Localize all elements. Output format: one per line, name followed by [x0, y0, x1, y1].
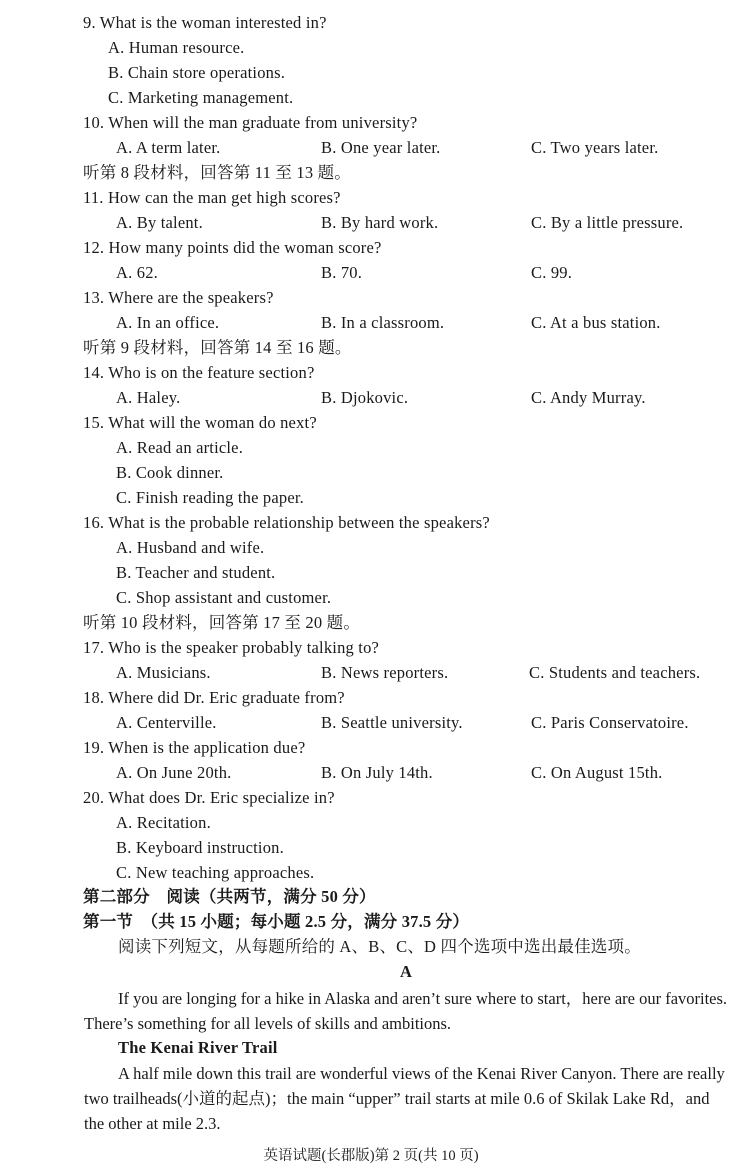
- option-15b: B. Cook dinner.: [116, 463, 224, 482]
- option-12b: B. 70.: [321, 263, 363, 282]
- section-9-instruction: 听第 9 段材料，回答第 14 至 16 题。: [83, 338, 352, 357]
- option-14c: C. Andy Murray.: [531, 388, 646, 407]
- question-15: 15. What will the woman do next?: [83, 413, 317, 432]
- option-17c: C. Students and teachers.: [529, 663, 701, 682]
- option-9c: C. Marketing management.: [108, 88, 294, 107]
- question-19: 19. When is the application due?: [83, 738, 306, 757]
- option-16b: B. Teacher and student.: [116, 563, 276, 582]
- option-11c: C. By a little pressure.: [531, 213, 684, 232]
- part-2-heading: 第二部分 阅读（共两节，满分 50 分）: [83, 887, 376, 906]
- option-12c: C. 99.: [531, 263, 573, 282]
- trail-text: A half mile down this trail are wonderful views of the Kenai River Canyon. There are really two trailheads(小道的起点)；the main “upper” trail starts at mile 0.6 of Skilak Lake Rd，and the other at mile 2.3.: [84, 1064, 725, 1133]
- question-13: 13. Where are the speakers?: [83, 288, 274, 307]
- option-18b: B. Seattle university.: [321, 713, 463, 732]
- option-20a: A. Recitation.: [116, 813, 211, 832]
- question-20: 20. What does Dr. Eric specialize in?: [83, 788, 335, 807]
- option-10b: B. One year later.: [321, 138, 441, 157]
- question-16: 16. What is the probable relationship between the speakers?: [83, 513, 490, 532]
- option-19b: B. On July 14th.: [321, 763, 433, 782]
- option-16c: C. Shop assistant and customer.: [116, 588, 332, 607]
- option-10c: C. Two years later.: [531, 138, 659, 157]
- option-12a: A. 62.: [116, 263, 158, 282]
- option-20c: C. New teaching approaches.: [116, 863, 315, 882]
- trail-title: The Kenai River Trail: [118, 1038, 278, 1057]
- option-18a: A. Centerville.: [116, 713, 217, 732]
- option-11a: A. By talent.: [116, 213, 203, 232]
- option-19a: A. On June 20th.: [116, 763, 232, 782]
- question-14: 14. Who is on the feature section?: [83, 363, 315, 382]
- option-15c: C. Finish reading the paper.: [116, 488, 304, 507]
- option-9a: A. Human resource.: [108, 38, 245, 57]
- section-8-instruction: 听第 8 段材料，回答第 11 至 13 题。: [83, 163, 351, 182]
- passage-intro: If you are longing for a hike in Alaska and aren’t sure where to start，here are our favorites. There’s something for all levels of skills and ambitions.: [84, 989, 728, 1033]
- option-13b: B. In a classroom.: [321, 313, 445, 332]
- option-20b: B. Keyboard instruction.: [116, 838, 284, 857]
- question-10: 10. When will the man graduate from university?: [83, 113, 418, 132]
- question-17: 17. Who is the speaker probably talking to?: [83, 638, 380, 657]
- option-19c: C. On August 15th.: [531, 763, 663, 782]
- section-10-instruction: 听第 10 段材料，回答第 17 至 20 题。: [83, 613, 361, 632]
- option-11b: B. By hard work.: [321, 213, 439, 232]
- option-17a: A. Musicians.: [116, 663, 211, 682]
- option-13a: A. In an office.: [116, 313, 220, 332]
- option-18c: C. Paris Conservatoire.: [531, 713, 689, 732]
- page-footer: 英语试题(长郡版)第 2 页(共 10 页): [263, 1148, 479, 1164]
- reading-instruction: 阅读下列短文，从每题所给的 A、B、C、D 四个选项中选出最佳选项。: [118, 937, 641, 956]
- option-17b: B. News reporters.: [321, 663, 449, 682]
- section-1-heading: 第一节 （共 15 小题；每小题 2.5 分，满分 37.5 分）: [83, 912, 470, 931]
- option-9b: B. Chain store operations.: [108, 63, 286, 82]
- option-13c: C. At a bus station.: [531, 313, 661, 332]
- question-12: 12. How many points did the woman score?: [83, 238, 382, 257]
- passage-label: A: [400, 962, 412, 981]
- option-15a: A. Read an article.: [116, 438, 244, 457]
- option-14b: B. Djokovic.: [321, 388, 409, 407]
- question-9: 9. What is the woman interested in?: [83, 13, 327, 32]
- question-18: 18. Where did Dr. Eric graduate from?: [83, 688, 345, 707]
- option-10a: A. A term later.: [116, 138, 221, 157]
- option-16a: A. Husband and wife.: [116, 538, 265, 557]
- option-14a: A. Haley.: [116, 388, 181, 407]
- question-11: 11. How can the man get high scores?: [83, 188, 341, 207]
